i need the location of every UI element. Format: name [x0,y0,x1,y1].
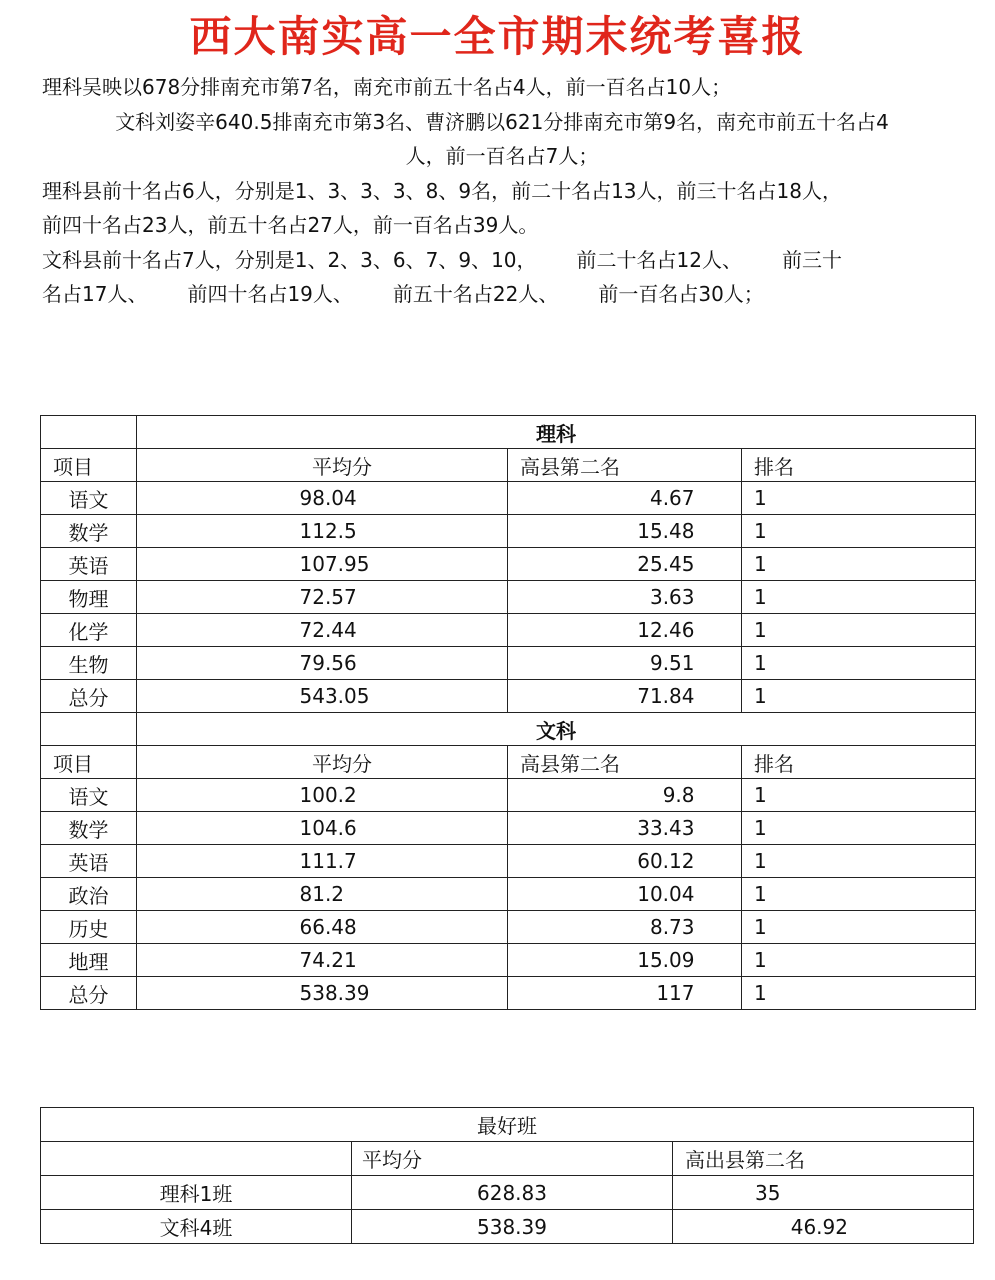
paragraph-text: 文科县前十名占7人，分别是1、2、3、6、7、9、10， [42,248,537,272]
subject-second-text: 60.12 [637,849,695,873]
subject-avg [137,878,508,911]
subject-second [508,845,742,878]
subject-second [508,680,742,713]
column-header-above: 高出县第二名 [673,1142,974,1176]
column-header-avg: 平均分 [137,746,508,779]
subject-name: 化学 [41,614,137,647]
subject-avg [137,614,508,647]
subject-name: 政治 [41,878,137,911]
table-row [41,977,976,1010]
paragraph-arts-top [42,105,962,173]
subject-second-text: 8.73 [649,915,695,939]
table-row [41,779,976,812]
table-row [41,647,976,680]
subject-name: 数学 [41,515,137,548]
subject-second-text: 117 [656,981,695,1005]
column-header-rank: 排名 [742,449,976,482]
subject-second-text: 71.84 [637,684,695,708]
subject-name: 英语 [41,548,137,581]
subject-name: 地理 [41,944,137,977]
table-row [41,911,976,944]
column-header-avg: 平均分 [352,1142,673,1176]
table-row [41,1108,974,1142]
scores-table-body [41,416,976,1010]
paragraph-text: 理科县前十名占6人，分别是1、3、3、3、8、9名，前二十名占13人，前三十名占18人， [42,179,842,203]
table-row [41,515,976,548]
subject-second [508,548,742,581]
subject-avg [137,515,508,548]
class-name: 文科4班 [41,1210,352,1244]
class-above: 46.92 [673,1210,974,1244]
subject-second [508,911,742,944]
table-row [41,482,976,515]
subject-rank: 1 [742,482,976,515]
class-above: 35 [673,1176,974,1210]
section-label-science: 理科 [137,416,976,449]
subject-name: 总分 [41,680,137,713]
subject-second [508,647,742,680]
paragraph-text: 理科吴映以678分排南充市第7名，南充市前五十名占4人，前一百名占10人； [42,75,732,99]
page-title: 西大南实高一全市期末统考喜报 [189,12,806,61]
table-cell [41,416,137,449]
paragraph-text: 人，前一百名占7人； [405,144,599,168]
subject-avg-text: 538.39 [299,981,370,1005]
paragraph-text: 前二十名占12人、 [576,248,742,272]
table-row [41,1176,974,1210]
subject-second-text: 33.43 [637,816,695,840]
subject-avg [137,581,508,614]
paragraph-text: 名占17人、 [42,282,148,306]
column-header-avg: 平均分 [137,449,508,482]
section-row [41,416,976,449]
subject-avg-text: 79.56 [299,651,357,675]
subject-name: 英语 [41,845,137,878]
subject-second [508,977,742,1010]
subject-second-text: 10.04 [637,882,695,906]
table-row [41,944,976,977]
subject-rank: 1 [742,614,976,647]
header-row [41,449,976,482]
scores-table [40,415,976,1010]
subject-second-text: 9.51 [649,651,695,675]
subject-avg-text: 107.95 [299,552,370,576]
subject-avg-text: 104.6 [299,816,357,840]
column-header-second: 高县第二名 [508,746,742,779]
subject-rank: 1 [742,581,976,614]
column-header-item: 项目 [41,746,137,779]
paragraph-text: 前四十名占23人，前五十名占27人，前一百名占39人。 [42,213,539,237]
section-label-arts: 文科 [137,713,976,746]
subject-name: 生物 [41,647,137,680]
subject-second-text: 25.45 [637,552,695,576]
subject-avg-text: 100.2 [299,783,357,807]
paragraph-science-county [42,174,962,242]
subject-avg-text: 543.05 [299,684,370,708]
paragraph-science-top [42,70,962,104]
subject-rank: 1 [742,944,976,977]
subject-avg-text: 111.7 [299,849,357,873]
table-row [41,1210,974,1244]
subject-name: 语文 [41,482,137,515]
subject-avg-text: 74.21 [299,948,357,972]
subject-second-text: 4.67 [649,486,695,510]
header-row [41,746,976,779]
class-name: 理科1班 [41,1176,352,1210]
subject-avg-text: 66.48 [299,915,357,939]
table-cell [41,713,137,746]
subject-avg-text: 98.04 [299,486,357,510]
class-avg: 628.83 [352,1176,673,1210]
table-row [41,1142,974,1176]
subject-name: 物理 [41,581,137,614]
subject-rank: 1 [742,878,976,911]
subject-second [508,944,742,977]
subject-second [508,779,742,812]
paragraph-text: 前三十 [781,248,842,272]
table-row [41,845,976,878]
subject-second [508,614,742,647]
subject-avg [137,845,508,878]
subject-rank: 1 [742,515,976,548]
subject-avg [137,548,508,581]
subject-second [508,482,742,515]
best-class-caption: 最好班 [41,1108,974,1142]
subject-second-text: 9.8 [662,783,695,807]
subject-avg-text: 81.2 [299,882,345,906]
subject-avg-text: 112.5 [299,519,357,543]
table-cell [41,1142,352,1176]
paragraph-text: 文科刘姿辛640.5排南充市第3名、曹济鹏以621分排南充市第9名，南充市前五十名占4 [115,110,889,134]
section-row [41,713,976,746]
class-avg: 538.39 [352,1210,673,1244]
subject-avg [137,647,508,680]
subject-second-text: 12.46 [637,618,695,642]
paragraph-text: 前四十名占19人、 [187,282,353,306]
subject-rank: 1 [742,911,976,944]
subject-second [508,812,742,845]
subject-rank: 1 [742,845,976,878]
subject-rank: 1 [742,977,976,1010]
subject-second-text: 3.63 [649,585,695,609]
subject-avg [137,779,508,812]
subject-second [508,878,742,911]
table-row [41,614,976,647]
subject-avg [137,812,508,845]
subject-avg [137,911,508,944]
subject-avg [137,977,508,1010]
paragraph-text: 前一百名占30人； [598,282,764,306]
subject-avg-text: 72.44 [299,618,357,642]
subject-rank: 1 [742,548,976,581]
table-row [41,548,976,581]
subject-rank: 1 [742,647,976,680]
subject-avg [137,680,508,713]
subject-name: 语文 [41,779,137,812]
column-header-rank: 排名 [742,746,976,779]
subject-name: 历史 [41,911,137,944]
subject-name: 总分 [41,977,137,1010]
subject-second-text: 15.09 [637,948,695,972]
subject-name: 数学 [41,812,137,845]
table-row [41,878,976,911]
paragraph-text: 前五十名占22人、 [392,282,559,306]
subject-avg-text: 72.57 [299,585,357,609]
table-row [41,581,976,614]
column-header-item: 项目 [41,449,137,482]
table-row [41,680,976,713]
subject-second [508,581,742,614]
subject-rank: 1 [742,779,976,812]
subject-rank: 1 [742,680,976,713]
paragraph-arts-county [42,243,962,311]
subject-avg [137,482,508,515]
subject-second [508,515,742,548]
subject-rank: 1 [742,812,976,845]
best-class-table [40,1107,974,1244]
subject-avg [137,944,508,977]
table-row [41,812,976,845]
column-header-second: 高县第二名 [508,449,742,482]
subject-second-text: 15.48 [637,519,695,543]
